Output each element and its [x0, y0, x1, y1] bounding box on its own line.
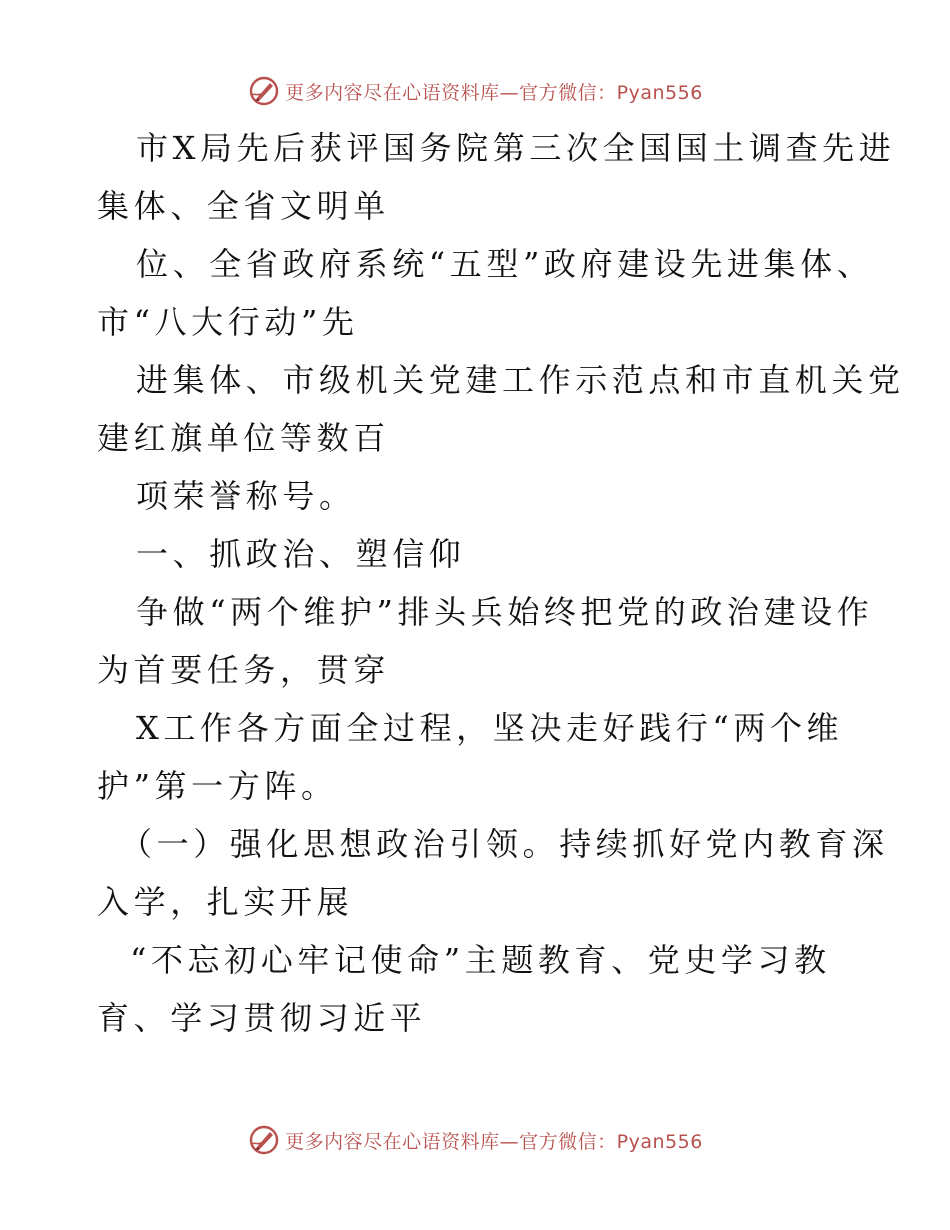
body-line: 市“八大行动”先: [97, 303, 359, 341]
header-watermark-text: 更多内容尽在心语资料库—官方微信：Pyan556: [285, 81, 703, 104]
body-line: X工作各方面全过程，坚决走好践行“两个维: [136, 709, 844, 747]
body-line: “不忘初心牢记使命”主题教育、党史学习教: [130, 941, 831, 979]
footer-watermark-text: 更多内容尽在心语资料库—官方微信：Pyan556: [285, 1130, 703, 1153]
footer-watermark-banner: [0, 1118, 950, 1162]
header-watermark-banner: [0, 69, 950, 113]
body-line: 市X局先后获评国务院第三次全国国土调查先进: [136, 129, 896, 167]
body-line: 入学，扎实开展: [97, 883, 354, 921]
pen-logo-icon: [247, 74, 281, 108]
body-line: 育、学习贯彻习近平: [97, 999, 427, 1037]
body-line: 进集体、市级机关党建工作示范点和市直机关党: [136, 361, 905, 399]
body-line: 项荣誉称号。: [136, 477, 356, 515]
body-line: （一）强化思想政治引领。持续抓好党内教育深: [120, 825, 889, 863]
section-heading: 一、抓政治、塑信仰: [136, 535, 466, 573]
body-line: 集体、全省文明单: [97, 187, 390, 225]
body-line: 争做“两个维护”排头兵始终把党的政治建设作: [136, 593, 874, 631]
body-line: 位、全省政府系统“五型”政府建设先进集体、: [136, 245, 874, 283]
pen-logo-icon: [247, 1123, 281, 1157]
body-line: 护”第一方阵。: [97, 767, 338, 805]
body-line: 建红旗单位等数百: [97, 419, 390, 457]
body-line: 为首要任务，贯穿: [97, 651, 390, 689]
